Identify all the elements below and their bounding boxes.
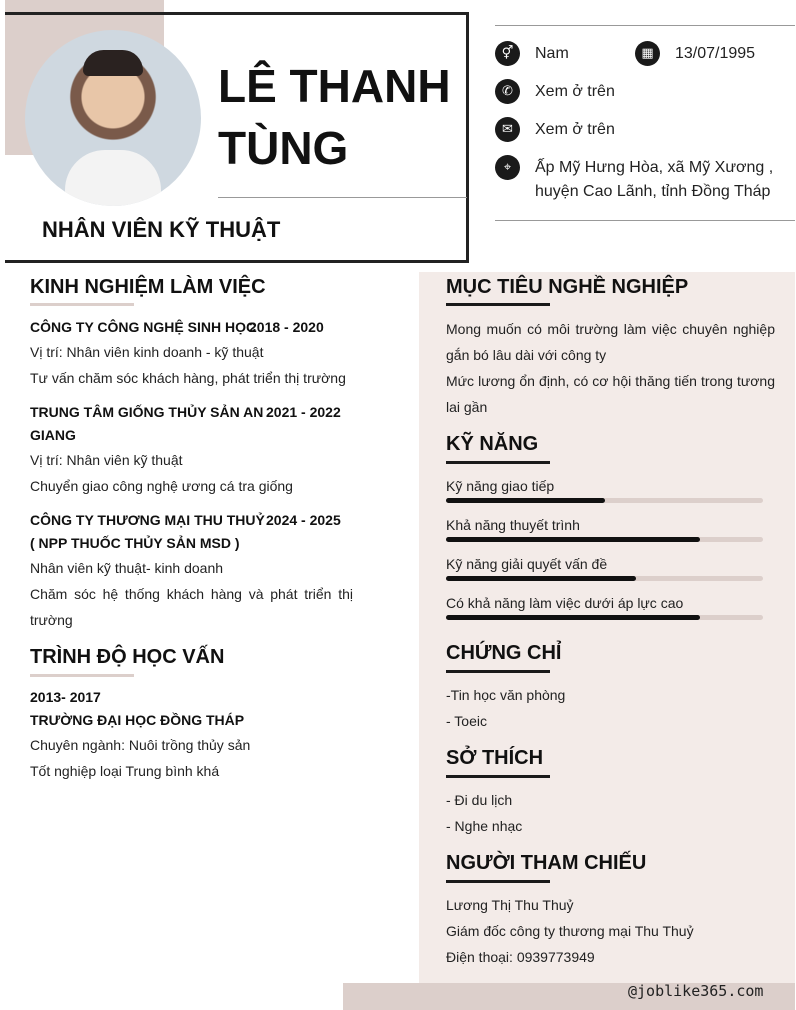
- job-1-line-2: Tư vấn chăm sóc khách hàng, phát triển thị trường: [30, 370, 346, 386]
- objective-title: MỤC TIÊU NGHỀ NGHIỆP: [446, 276, 689, 298]
- skill-bar-fill: [446, 537, 700, 542]
- objective-line-1: Mong muốn có môi trường làm việc chuyên nghiệp gắn bó lâu dài với công ty: [446, 321, 775, 363]
- certificate-item: - Toeic: [446, 713, 487, 729]
- reference-position: Giám đốc công ty thương mại Thu Thuỷ: [446, 923, 694, 939]
- name-divider: [218, 197, 467, 198]
- education-rule: [30, 674, 134, 677]
- education-school: TRƯỜNG ĐẠI HỌC ĐỒNG THÁP: [30, 712, 245, 728]
- reference-rule: [446, 880, 550, 883]
- job-3-line-2: Chăm sóc hệ thống khách hàng và phát triển thị trường: [30, 586, 353, 628]
- gender-value: Nam: [535, 45, 569, 62]
- phone-value: Xem ở trên: [535, 83, 615, 100]
- objective-line-2: Mức lương ổn định, có cơ hội thăng tiến trong tương lai gần: [446, 373, 775, 415]
- job-2-company-line-1: TRUNG TÂM GIỐNG THỦY SẢN AN: [30, 404, 264, 420]
- education-title: TRÌNH ĐỘ HỌC VẤN: [30, 646, 225, 668]
- reference-name: Lương Thị Thu Thuỷ: [446, 897, 574, 913]
- skill-label: Kỹ năng giải quyết vấn đề: [446, 556, 608, 572]
- job-1-company: CÔNG TY CÔNG NGHỆ SINH HỌC: [30, 319, 257, 335]
- hobby-item: - Nghe nhạc: [446, 818, 523, 834]
- candidate-name: LÊ THANH TÙNG: [218, 60, 451, 174]
- skill-bar-fill: [446, 615, 700, 620]
- education-grade: Tốt nghiệp loại Trung bình khá: [30, 763, 220, 779]
- address-line-2: huyện Cao Lãnh, tỉnh Đồng Tháp: [535, 183, 771, 200]
- job-3-company-line-1: CÔNG TY THƯƠNG MẠI THU THUỶ: [30, 512, 265, 528]
- skill-label: Khả năng thuyết trình: [446, 517, 580, 533]
- skill-label: Kỹ năng giao tiếp: [446, 478, 555, 494]
- skill-bar-track: [446, 576, 763, 581]
- skill-label: Có khả năng làm việc dưới áp lực cao: [446, 595, 684, 611]
- hobbies-title: SỞ THÍCH: [446, 747, 544, 769]
- education-major: Chuyên ngành: Nuôi trồng thủy sản: [30, 737, 251, 753]
- certificate-item: -Tin học văn phòng: [446, 687, 566, 703]
- job-3-company-line-2: ( NPP THUỐC THỦY SẢN MSD ): [30, 535, 240, 551]
- job-2-period: 2021 - 2022: [266, 404, 341, 420]
- info-divider-top: [495, 25, 795, 26]
- phone-icon: ✆: [495, 79, 520, 104]
- experience-title: KINH NGHIỆM LÀM VIỆC: [30, 276, 266, 298]
- certificates-rule: [446, 670, 550, 673]
- skill-bar-track: [446, 498, 763, 503]
- skill-bar-track: [446, 537, 763, 542]
- experience-rule: [30, 303, 134, 306]
- skill-bar-fill: [446, 576, 636, 581]
- email-icon: ✉: [495, 117, 520, 142]
- skill-bar-track: [446, 615, 763, 620]
- reference-phone: Điện thoại: 0939773949: [446, 949, 595, 965]
- job-1-period: 2018 - 2020: [249, 319, 324, 335]
- skill-bar-fill: [446, 498, 605, 503]
- info-divider-bottom: [495, 220, 795, 221]
- job-title: NHÂN VIÊN KỸ THUẬT: [42, 217, 281, 242]
- job-3-line-1: Nhân viên kỹ thuật- kinh doanh: [30, 560, 224, 576]
- objective-rule: [446, 303, 550, 306]
- job-2-company-line-2: GIANG: [30, 427, 76, 443]
- birthday-value: 13/07/1995: [675, 45, 756, 62]
- profile-photo: [25, 30, 201, 206]
- certificates-title: CHỨNG CHỈ: [446, 642, 562, 664]
- address-line-1: Ấp Mỹ Hưng Hòa, xã Mỹ Xương ,: [535, 159, 774, 176]
- skills-rule: [446, 461, 550, 464]
- location-icon: ⌖: [495, 155, 520, 180]
- job-1-line-1: Vị trí: Nhân viên kinh doanh - kỹ thuật: [30, 344, 264, 360]
- education-period: 2013- 2017: [30, 689, 101, 705]
- calendar-icon: ▦: [635, 41, 660, 66]
- email-value: Xem ở trên: [535, 121, 615, 138]
- gender-icon: ⚥: [495, 41, 520, 66]
- hobby-item: - Đi du lịch: [446, 792, 513, 808]
- watermark: @joblike365.com: [628, 982, 764, 1000]
- job-2-line-2: Chuyển giao công nghệ ương cá tra giống: [30, 478, 293, 494]
- job-3-period: 2024 - 2025: [266, 512, 341, 528]
- skills-title: KỸ NĂNG: [446, 433, 539, 455]
- reference-title: NGƯỜI THAM CHIẾU: [446, 852, 647, 874]
- hobbies-rule: [446, 775, 550, 778]
- job-2-line-1: Vị trí: Nhân viên kỹ thuật: [30, 452, 183, 468]
